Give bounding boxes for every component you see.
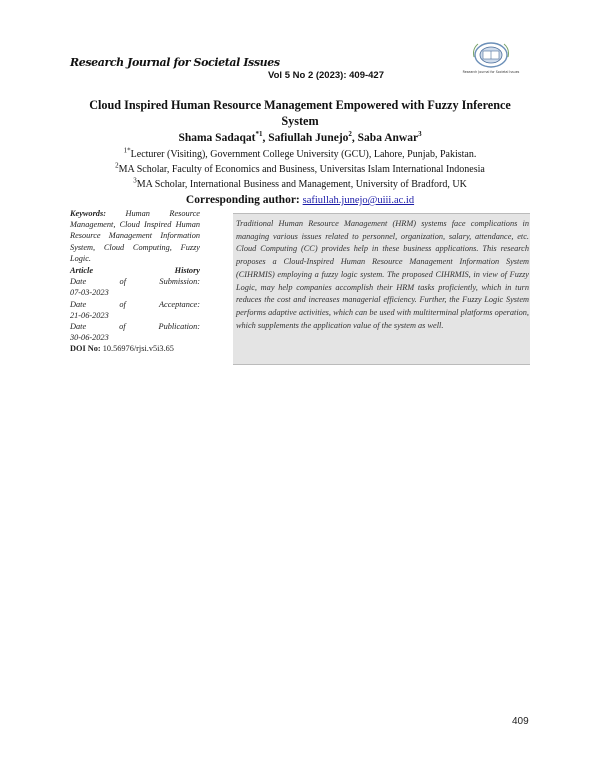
submission-date: 07-03-2023 [70, 288, 109, 298]
author-name: Safiullah Junejo [268, 132, 349, 144]
acceptance-date: 21-06-2023 [70, 310, 109, 320]
author-sup: *1 [255, 130, 263, 139]
affiliation-1: $^{1*}$Lecturer (Visiting), Government College University (GCU), Lahore, Punjab, Pakistan. [123, 146, 477, 160]
article-info-sidebar [70, 208, 200, 355]
keywords-block [70, 208, 200, 264]
author-name: Shama Sadaqat [178, 132, 256, 144]
affiliation-3: $^3$MA Scholar, International Business and Management, University of Bradford, UK [133, 176, 467, 190]
page-number: 409 [512, 716, 529, 727]
doi-line [70, 343, 200, 354]
submission-label: Date of Submission: [70, 277, 200, 287]
keywords-label: Keywords: [70, 209, 106, 218]
acceptance-label: Date of Acceptance: [70, 299, 200, 309]
author-sup: 2 [348, 130, 352, 139]
corresponding-email-link[interactable]: safiullah.junejo@uiii.ac.id [302, 195, 415, 206]
doi-label: DOI No: [70, 344, 101, 354]
keywords-text: Human Resource Management, Cloud Inspired Human Resource Management Information System, Cloud Computing, Fuzzy Logic. [70, 209, 200, 263]
journal-logo [462, 40, 520, 80]
corresponding-author [0, 194, 600, 206]
author-list: Shama Sadaqat$^{*1}$, Safiullah Junejo$^2$, Saba Anwar$^3$ [178, 130, 422, 144]
doi-value: 10.56976/rjsi.v5i3.65 [102, 344, 174, 354]
author-sup: 3 [418, 130, 422, 139]
article-history-heading: Article History [70, 266, 200, 276]
logo-caption: Research Journal for Societal Issues [462, 70, 520, 74]
volume-info: Vol 5 No 2 (2023): 409-427 [268, 70, 384, 81]
author-name: Saba Anwar [357, 132, 419, 144]
affiliation-2: $^2$MA Scholar, Faculty of Economics and Business, Universitas Islam International Indonesia [115, 161, 485, 175]
journal-name: Research Journal for Societal Issues [70, 56, 280, 69]
publication-label: Date of Publication: [70, 322, 200, 332]
publication-date: 30-06-2023 [70, 333, 109, 343]
paper-title: Cloud Inspired Human Resource Management Empowered with Fuzzy Inference System [89, 98, 511, 128]
corresponding-label: Corresponding author: [185, 194, 300, 206]
abstract-text: Traditional Human Resource Management (HRM) systems face complications in managing various issues related to personnel, organization, salary, attendance, etc. Cloud Computing (CC) provides help in these business applications. This research proposes a Cloud-Inspired Human Resource Management Information System (CIHRMIS) employing a fuzzy logic system. The proposed CIHRMIS, in view of Fuzzy Logic, may help companies accomplish their HRM tasks proficiently, which in turn reduces the cost and increases managerial efficiency. Further, the Fuzzy Logic System performs adaptive activities, which can be used with multiterminal platforms operation, which supplements the application value of the system as well. [236, 219, 529, 330]
